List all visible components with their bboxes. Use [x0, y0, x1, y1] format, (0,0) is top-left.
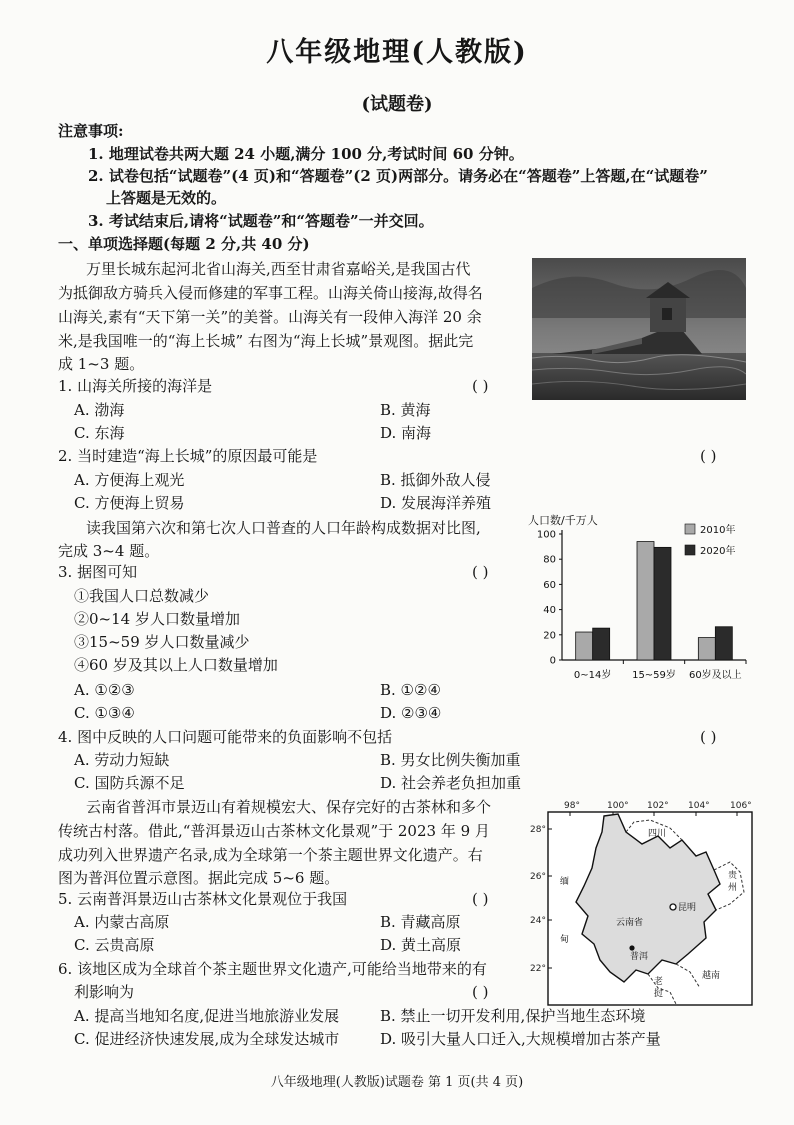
legend-label: 2020年	[700, 546, 736, 557]
y-tick-label: 20	[543, 630, 556, 642]
q3-option-c: C. ①③④	[74, 704, 135, 722]
notice-item-3: 3. 考试结束后,请将“试题卷”和“答题卷”一并交回。	[88, 212, 434, 230]
map-label-yunnan: 云南省	[616, 918, 644, 928]
lat-label-22: 22°	[530, 964, 546, 974]
passage3-line4: 图为普洱位置示意图。据此完成 5~6 题。	[58, 869, 340, 887]
q5-option-c: C. 云贵高原	[74, 936, 155, 954]
q3-statement-4: ④60 岁及其以上人口数量增加	[74, 656, 278, 674]
lat-label-26: 26°	[530, 872, 546, 882]
q6-stem-line2: 利影响为	[74, 983, 135, 1001]
page-subtitle: (试题卷)	[361, 94, 433, 115]
passage1-line1: 万里长城东起河北省山海关,西至甘肃省嘉峪关,是我国古代	[86, 260, 471, 278]
q3-option-d: D. ②③④	[380, 704, 442, 722]
map-label-kunming: 昆明	[678, 903, 697, 913]
q6-option-c: C. 促进经济快速发展,成为全球发达城市	[74, 1030, 340, 1048]
q5-option-b: B. 青藏高原	[380, 913, 461, 931]
q1-stem: 1. 山海关所接的海洋是	[58, 377, 213, 395]
q3-answer-bracket: ( )	[472, 563, 489, 581]
bar-2020	[715, 627, 732, 660]
lon-label-106: 106°	[730, 801, 752, 811]
q2-option-c: C. 方便海上贸易	[74, 494, 185, 512]
passage3-line3: 成功列入世界遗产名录,成为全球第一个茶主题世界文化遗产。右	[58, 846, 483, 864]
notice-item-2b: 上答题是无效的。	[106, 189, 227, 207]
y-tick-label: 40	[543, 605, 556, 617]
puer-location-map	[530, 792, 758, 1010]
q1-option-a: A. 渤海	[74, 401, 125, 419]
q2-answer-bracket: ( )	[700, 447, 717, 465]
passage1-line3: 山海关,素有“天下第一关”的美誉。山海关有一段伸入海洋 20 余	[58, 308, 482, 326]
map-label-guizhou-2: 州	[728, 883, 738, 893]
x-tick-label: 0~14岁	[573, 670, 612, 681]
q3-statement-2: ②0~14 岁人口数量增加	[74, 610, 240, 628]
lat-label-24: 24°	[530, 916, 546, 926]
map-label-sichuan: 四川	[648, 829, 667, 839]
puer-marker	[629, 945, 634, 950]
kunming-marker	[670, 904, 676, 910]
q3-statement-1: ①我国人口总数减少	[74, 587, 210, 605]
page-title: 八年级地理(人教版)	[266, 37, 528, 68]
q4-answer-bracket: ( )	[700, 728, 717, 746]
q3-statement-3: ③15~59 岁人口数量减少	[74, 633, 250, 651]
x-tick-label: 15~59岁	[632, 670, 676, 681]
q4-stem: 4. 图中反映的人口问题可能带来的负面影响不包括	[58, 728, 393, 746]
q3-stem: 3. 据图可知	[58, 563, 138, 581]
y-tick-label: 0	[549, 655, 556, 667]
q6-stem-line1: 6. 该地区成为全球首个茶主题世界文化遗产,可能给当地带来的有	[58, 960, 487, 978]
q4-option-d: D. 社会养老负担加重	[380, 774, 522, 792]
q5-option-d: D. 黄土高原	[380, 936, 462, 954]
legend-swatch	[685, 545, 695, 555]
passage2-line2: 完成 3~4 题。	[58, 542, 160, 560]
map-label-guizhou-1: 贵	[728, 871, 738, 881]
q3-option-b: B. ①②④	[380, 681, 441, 699]
map-label-yuenan: 越南	[702, 971, 721, 981]
y-tick-label: 80	[543, 554, 556, 566]
y-tick-label: 100	[536, 529, 556, 541]
map-label-puer: 普洱	[630, 952, 649, 962]
q5-answer-bracket: ( )	[472, 890, 489, 908]
q6-option-a: A. 提高当地知名度,促进当地旅游业发展	[74, 1007, 340, 1025]
bar-2020	[654, 547, 671, 660]
legend-label: 2010年	[700, 525, 736, 536]
y-tick-label: 60	[543, 579, 556, 591]
passage3-line1: 云南省普洱市景迈山有着规模宏大、保存完好的古茶林和多个	[86, 798, 492, 816]
notice-item-2a: 2. 试卷包括“试题卷”(4 页)和“答题卷”(2 页)两部分。请务必在“答题卷”上答题,在“试题卷”	[88, 167, 708, 185]
q6-option-b: B. 禁止一切开发利用,保护当地生态环境	[380, 1007, 646, 1025]
q2-stem: 2. 当时建造“海上长城”的原因最可能是	[58, 447, 318, 465]
q1-answer-bracket: ( )	[472, 377, 489, 395]
sea-great-wall-photo	[532, 258, 746, 400]
passage1-line4: 米,是我国唯一的“海上长城” 右图为“海上长城”景观图。据此完	[58, 332, 474, 350]
passage3-line2: 传统古村落。借此,“普洱景迈山古茶林文化景观”于 2023 年 9 月	[58, 822, 490, 840]
bar-2010	[576, 632, 593, 660]
x-tick-label: 60岁及以上	[688, 670, 742, 681]
legend-swatch	[685, 524, 695, 534]
lon-label-104: 104°	[688, 801, 710, 811]
passage1-line2: 为抵御敌方骑兵入侵而修建的军事工程。山海关倚山接海,故得名	[58, 284, 483, 302]
map-label-dian: 甸	[560, 935, 570, 945]
q1-option-d: D. 南海	[380, 424, 432, 442]
map-label-laowo-2: 挝	[654, 989, 664, 999]
q4-option-b: B. 男女比例失衡加重	[380, 751, 521, 769]
bar-2010	[637, 542, 654, 660]
bar-2020	[593, 628, 610, 660]
q6-option-d: D. 吸引大量人口迁入,大规模增加古茶产量	[380, 1030, 661, 1048]
passage1-line5: 成 1~3 题。	[58, 355, 145, 373]
population-age-chart	[522, 512, 758, 687]
page-footer: 八年级地理(人教版)试题卷 第 1 页(共 4 页)	[270, 1075, 524, 1090]
q3-option-a: A. ①②③	[74, 681, 135, 699]
q2-option-b: B. 抵御外敌人侵	[380, 471, 491, 489]
notice-heading: 注意事项:	[58, 122, 124, 140]
passage2-line1: 读我国第六次和第七次人口普查的人口年龄构成数据对比图,	[86, 519, 481, 537]
q6-answer-bracket: ( )	[472, 983, 489, 1001]
q5-stem: 5. 云南普洱景迈山古茶林文化景观位于我国	[58, 890, 348, 908]
map-label-laowo-1: 老	[654, 977, 664, 987]
lat-label-28: 28°	[530, 825, 546, 835]
section-heading: 一、单项选择题(每题 2 分,共 40 分)	[58, 235, 310, 253]
chart-y-axis-label: 人口数/千万人	[528, 514, 598, 527]
q1-option-b: B. 黄海	[380, 401, 431, 419]
map-label-mian: 缅	[560, 877, 570, 887]
q2-option-d: D. 发展海洋养殖	[380, 494, 492, 512]
q2-option-a: A. 方便海上观光	[74, 471, 185, 489]
lon-label-98: 98°	[564, 801, 580, 811]
q5-option-a: A. 内蒙古高原	[74, 913, 170, 931]
q4-option-c: C. 国防兵源不足	[74, 774, 185, 792]
notice-item-1: 1. 地理试卷共两大题 24 小题,满分 100 分,考试时间 60 分钟。	[88, 145, 524, 163]
q4-option-a: A. 劳动力短缺	[74, 751, 170, 769]
q1-option-c: C. 东海	[74, 424, 125, 442]
lon-label-100: 100°	[607, 801, 629, 811]
lon-label-102: 102°	[647, 801, 669, 811]
bar-2010	[698, 638, 715, 660]
